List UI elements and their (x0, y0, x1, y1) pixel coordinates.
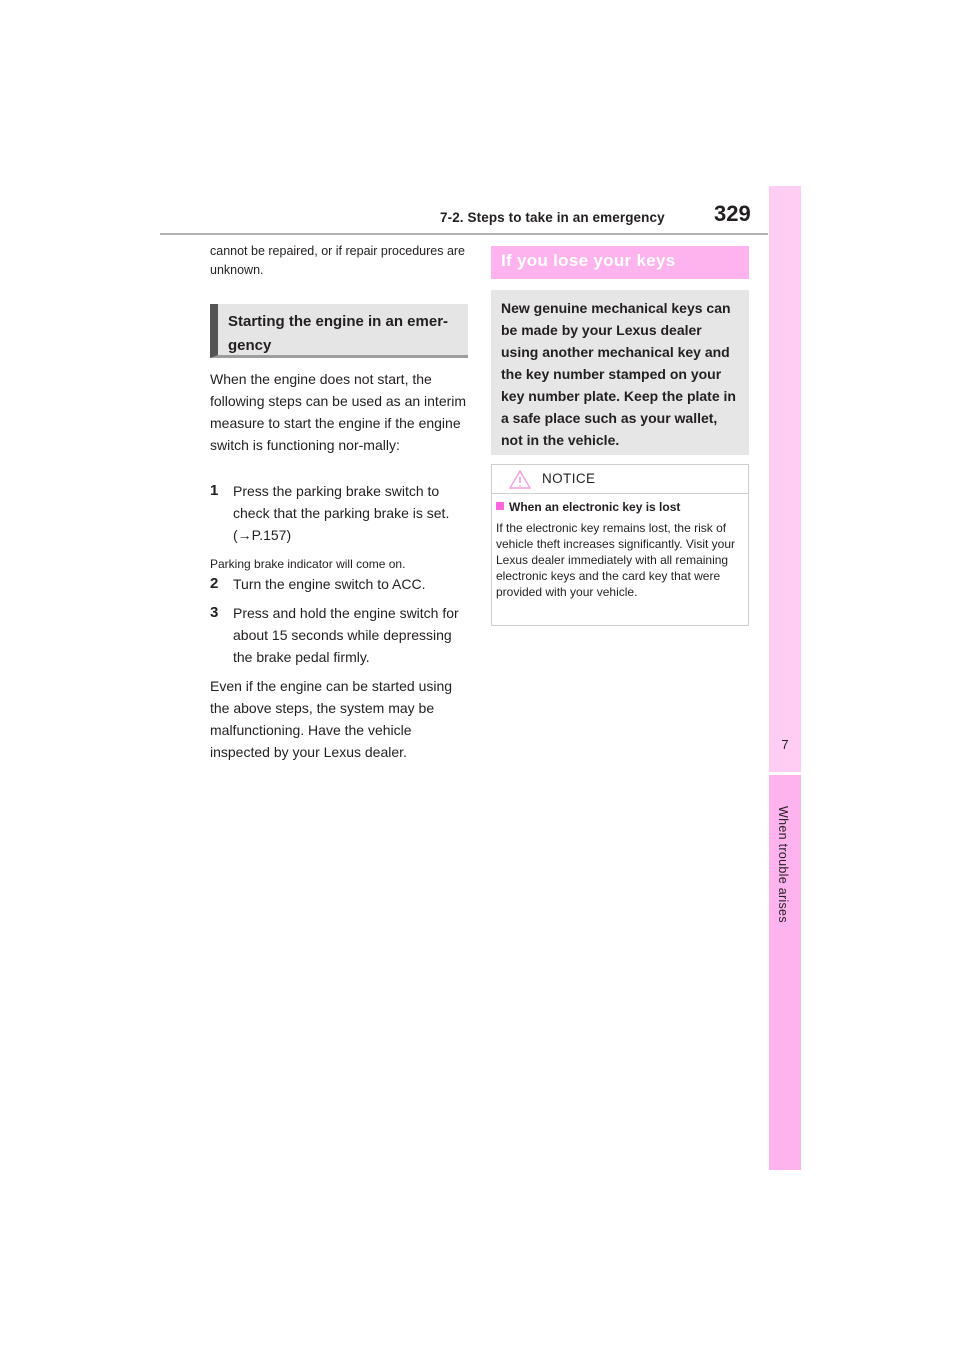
closing-paragraph: Even if the engine can be started using the above steps, the system may be malfunctioning. Have the vehicle inspected by your Lexus dealer. (210, 678, 453, 760)
step-note: Parking brake indicator will come on. (210, 557, 406, 571)
section-heading-line2: gency (228, 337, 272, 354)
intro-paragraph: When the engine does not start, the following steps can be used as an interim measure to start the engine if the engine switch is functioning nor-mally: (210, 371, 467, 453)
step-number: 3 (210, 604, 219, 621)
step-number: 2 (210, 575, 219, 592)
info-box: New genuine mechanical keys can be made by your Lexus dealer using another mechanical key and the key number stamped on your key number plate. Keep the plate in a safe place such as your wallet, not in the vehicle. (491, 290, 749, 455)
section-heading-line1: Starting the engine in an emer- (228, 313, 449, 330)
page-number: 329 (714, 201, 751, 226)
chapter-number: 7 (781, 737, 789, 752)
step-3 (210, 602, 468, 668)
notice-subheading (496, 500, 680, 514)
notice-header (492, 465, 748, 494)
step-2 (210, 573, 468, 595)
notice-subheading-text: When an electronic key is lost (509, 500, 681, 514)
notice-box (491, 464, 749, 626)
page-header-title: 7-2. Steps to take in an emergency (440, 210, 665, 225)
warning-icon (509, 470, 531, 494)
section-heading-emergency-start (210, 304, 468, 358)
step-text: Press and hold the engine switch for about 15 seconds while depressing the brake pedal firmly. (233, 605, 459, 665)
bullet-square-icon (496, 502, 504, 510)
notice-text: If the electronic key remains lost, the risk of vehicle theft increases significantly. Visit your Lexus dealer immediately with all remaining electronic keys and the card key that were provided with your vehicle. (496, 521, 735, 599)
notice-title: NOTICE (542, 471, 596, 486)
header-divider (160, 233, 768, 235)
section-heading-lost-keys: If you lose your keys (491, 246, 749, 279)
step-number: 1 (210, 482, 219, 499)
left-column-top (210, 242, 468, 280)
chapter-side-tab-upper (769, 186, 801, 772)
chapter-side-tab-divider (769, 772, 801, 775)
step-text: Turn the engine switch to ACC. (233, 576, 426, 592)
step-text: Press the parking brake switch to check that the parking brake is set. (→P.157) (233, 483, 450, 543)
continuation-text: cannot be repaired, or if repair procedures are unknown. (210, 244, 466, 277)
chapter-label: When trouble arises (776, 806, 790, 923)
step-1 (210, 480, 468, 546)
